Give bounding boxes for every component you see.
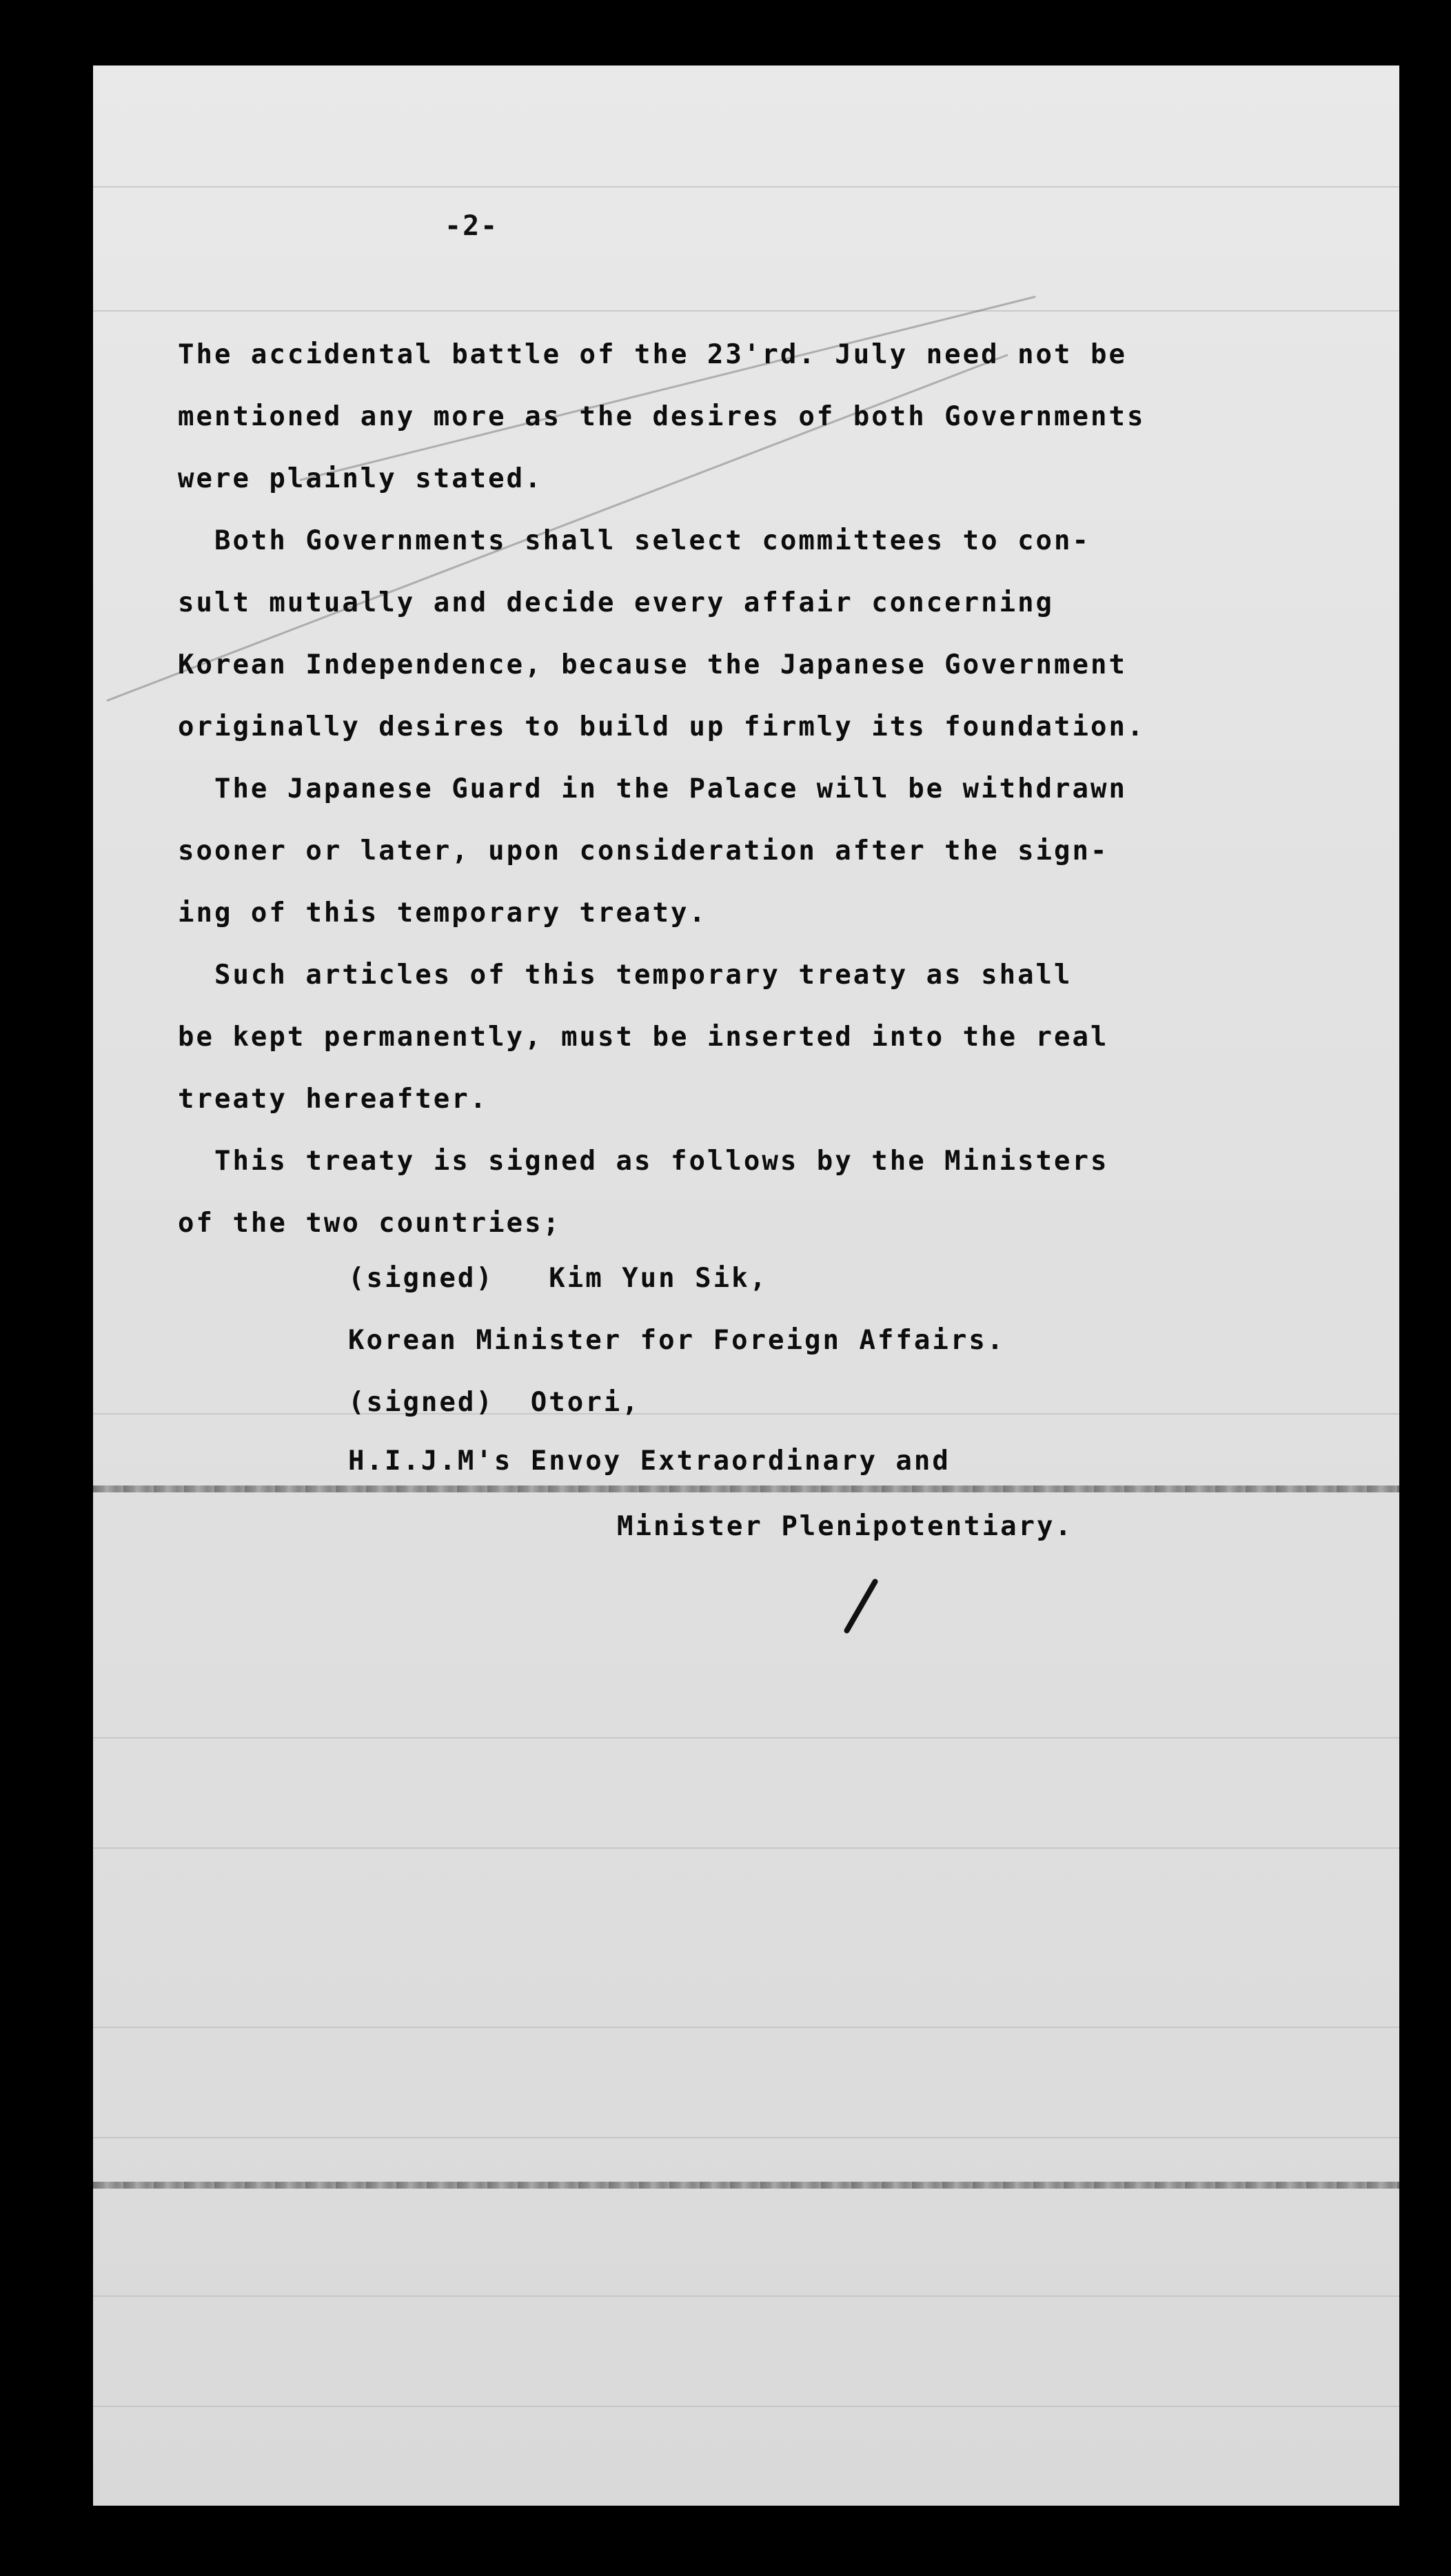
signature-line: H.I.J.M's Envoy Extraordinary and (348, 1446, 951, 1477)
text-line: This treaty is signed as follows by the Ministers (178, 1146, 1109, 1177)
text-line: sult mutually and decide every affair concerning (178, 587, 1055, 618)
signature-line: (signed) Otori, (348, 1387, 640, 1418)
text-line: mentioned any more as the desires of both Governments (178, 401, 1146, 432)
text-line: ing of this temporary treaty. (178, 897, 707, 929)
text-line: The accidental battle of the 23'rd. July need not be (178, 339, 1127, 370)
signature-line: Korean Minister for Foreign Affairs. (348, 1325, 1006, 1356)
text-line: originally desires to build up firmly its foundation. (178, 711, 1146, 742)
paper-rule (93, 2295, 1399, 2297)
paper-rule (93, 310, 1399, 312)
paper-rule (93, 2027, 1399, 2028)
text-line: of the two countries; (178, 1208, 562, 1239)
paper-fold (93, 1485, 1399, 1492)
page-number: -2- (445, 210, 499, 242)
text-line: The Japanese Guard in the Palace will be withdrawn (178, 773, 1127, 804)
signature-line: Minister Plenipotentiary. (617, 1511, 1073, 1542)
paper-rule (93, 1847, 1399, 1849)
paper-rule (93, 1413, 1399, 1414)
pen-mark (843, 1578, 879, 1634)
text-line: treaty hereafter. (178, 1084, 489, 1115)
text-line: were plainly stated. (178, 463, 543, 494)
paper-rule (93, 2137, 1399, 2138)
text-line: Korean Independence, because the Japanese Government (178, 649, 1127, 680)
text-line: Such articles of this temporary treaty as shall (178, 960, 1073, 991)
scratch-mark (300, 296, 1036, 481)
text-line: Both Governments shall select committees to con- (178, 525, 1090, 556)
text-line: sooner or later, upon consideration after the sign- (178, 835, 1109, 866)
paper-rule (93, 1737, 1399, 1738)
text-line: be kept permanently, must be inserted into the real (178, 1022, 1109, 1053)
paper-rule (93, 186, 1399, 187)
signature-line: (signed) Kim Yun Sik, (348, 1263, 769, 1294)
paper-rule (93, 2406, 1399, 2407)
paper-fold (93, 2182, 1399, 2189)
